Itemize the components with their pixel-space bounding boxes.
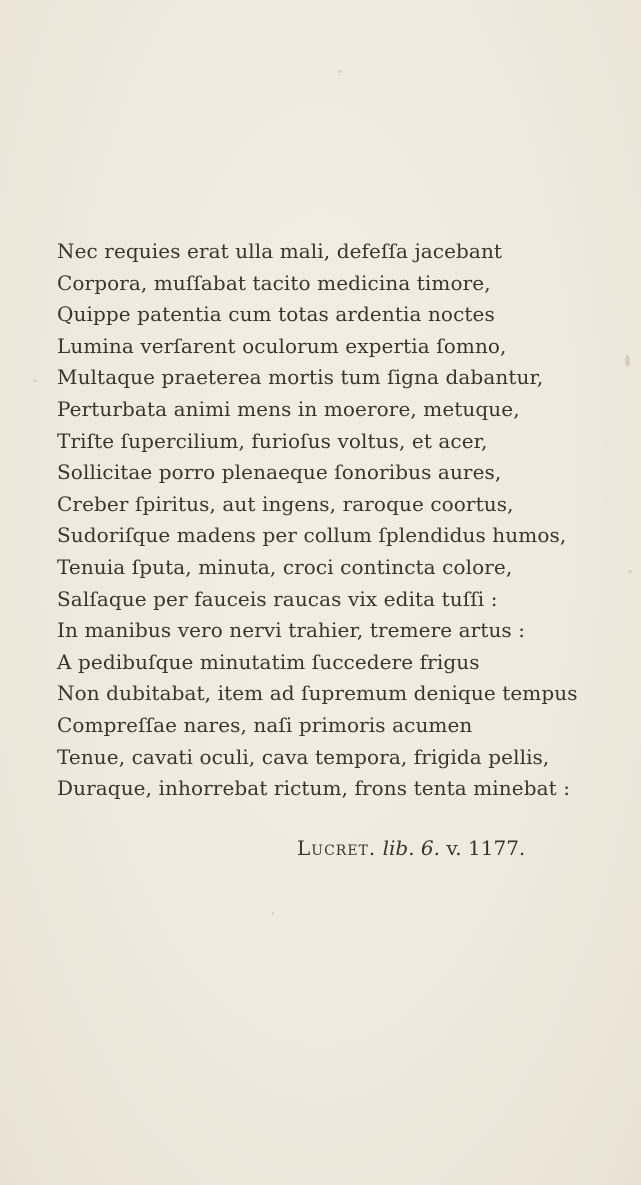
verse-line: A pedibuſque minutatim ſuccedere frigus <box>57 649 480 674</box>
verse-line: Salſaque per fauceis raucas vix edita tuſſi : <box>57 586 498 611</box>
verse-line: Multaque praeterea mortis tum ſigna dabantur, <box>57 365 544 390</box>
paper-speck <box>628 570 632 573</box>
source-citation <box>297 836 525 860</box>
citation-author: Lucret. <box>297 836 377 860</box>
verse-line: Non dubitabat, item ad ſupremum denique tempus <box>57 681 578 706</box>
verse-line: Duraque, inhorrebat rictum, frons tenta minebat : <box>57 776 571 801</box>
citation-book: lib. 6. <box>382 836 441 860</box>
verse-line: Triſte ſupercilium, furioſus voltus, et acer, <box>57 428 488 453</box>
paper-speck <box>338 70 341 73</box>
verse-line: Perturbata animi mens in moerore, metuque, <box>57 396 520 421</box>
verse-line: Sudoriſque madens per collum ſplendidus humos, <box>57 523 567 548</box>
verse-line: Corpora, muſſabat tacito medicina timore, <box>57 270 491 295</box>
poem-verse <box>57 236 617 805</box>
verse-line: Tenue, cavati oculi, cava tempora, frigida pellis, <box>57 744 550 769</box>
paper-speck <box>625 355 630 367</box>
paper-speck <box>33 380 37 382</box>
citation-verse: v. 1177. <box>446 836 526 860</box>
verse-line: Quippe patentia cum totas ardentia noctes <box>57 302 495 327</box>
verse-line: Creber ſpiritus, aut ingens, raroque coortus, <box>57 491 514 516</box>
verse-line: Tenuia ſputa, minuta, croci contincta colore, <box>57 554 513 579</box>
verse-line: Sollicitae porro plenaeque ſonoribus aures, <box>57 460 502 485</box>
verse-line: Nec requies erat ulla mali, defeſſa jacebant <box>57 239 503 263</box>
verse-line: Lumina verſarent oculorum expertia ſomno, <box>57 333 507 358</box>
verse-line: In manibus vero nervi trahier, tremere artus : <box>57 618 526 643</box>
paper-speck <box>272 912 274 915</box>
verse-line: Compreſſae nares, naſi primoris acumen <box>57 712 473 737</box>
